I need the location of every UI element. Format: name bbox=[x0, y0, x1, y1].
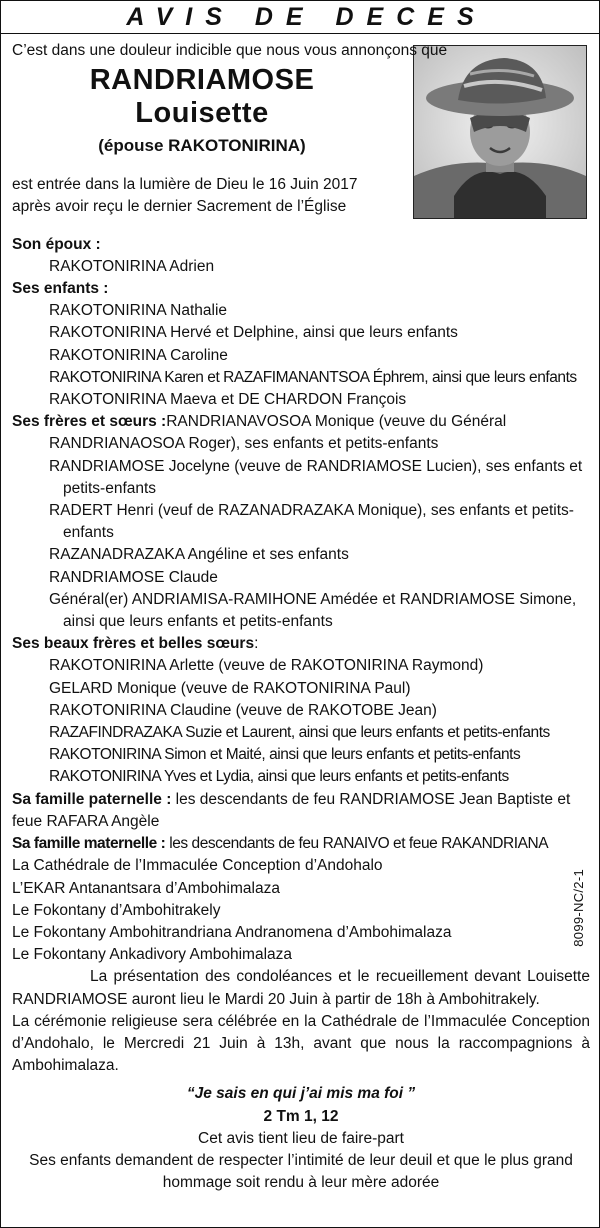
frere-entry: RANDRIAMOSE Claude bbox=[49, 568, 218, 586]
enfant-entry: RAKOTONIRINA Maeva et DE CHARDON François bbox=[49, 391, 407, 409]
maternelle-text: les descendants de feu RANAIVO et feue RAKANDRIANA bbox=[165, 835, 549, 853]
frere-entry: RANDRIAMOSE Jocelyne (veuve de RANDRIAMOSE Lucien), ses enfants et petits-enfants bbox=[49, 457, 583, 497]
closing-request: Ses enfants demandent de respecter l’intimité de leur deuil et que le plus grand hommage soit rendu à leur mère adorée bbox=[29, 1151, 573, 1192]
enfant-entry: RAKOTONIRINA Nathalie bbox=[49, 302, 228, 320]
institution-entry: La Cathédrale de l’Immaculée Conception d’Andohalo bbox=[12, 857, 383, 875]
epoux-name: RAKOTONIRINA Adrien bbox=[49, 257, 215, 275]
institution-entry: Le Fokontany Ankadivory Ambohimalaza bbox=[12, 946, 293, 964]
famille-maternelle bbox=[12, 833, 590, 855]
institution-entry: Le Fokontany d’Ambohitrakely bbox=[12, 901, 221, 919]
passing-line: après avoir reçu le dernier Sacrement de l’Église bbox=[12, 198, 347, 216]
enfant-entry: RAKOTONIRINA Karen et RAZAFIMANANTSOA Éphrem, ainsi que leurs enfants bbox=[49, 368, 577, 386]
famille-paternelle bbox=[12, 789, 576, 833]
beau-entry: GELARD Monique (veuve de RAKOTONIRINA Paul) bbox=[49, 679, 411, 697]
frere-entry: RAZANADRAZAKA Angéline et ses enfants bbox=[49, 546, 349, 564]
spouse-note: (épouse RAKOTONIRINA) bbox=[98, 136, 306, 156]
condoleances-paragraph: La présentation des condoléances et le recueillement devant Louisette RANDRIAMOSE auront lieu le Mardi 20 Juin à partir de 18h à Ambohitrakely. bbox=[12, 968, 590, 1008]
beau-entry: RAKOTONIRINA Claudine (veuve de RAKOTOBE Jean) bbox=[49, 701, 437, 719]
notice-body bbox=[1, 34, 599, 1194]
paternelle-label: Sa famille paternelle : bbox=[12, 790, 172, 808]
beaux-colon: : bbox=[254, 635, 259, 653]
freres-first-text: RANDRIANAVOSOA Monique (veuve du Général RANDRIANAOSOA Roger), ses enfants et petits-enfants bbox=[49, 413, 507, 453]
bible-reference: 2 Tm 1, 12 bbox=[263, 1107, 339, 1125]
freres-first-entry bbox=[12, 411, 590, 455]
enfants-label: Ses enfants : bbox=[12, 280, 109, 298]
beaux-label: Ses beaux frères et belles sœurs bbox=[12, 635, 255, 653]
passing-line: est entrée dans la lumière de Dieu le 16 Juin 2017 bbox=[12, 176, 358, 194]
freres-label: Ses frères et sœurs : bbox=[12, 413, 167, 431]
passing-announcement bbox=[12, 174, 590, 218]
beau-entry: RAZAFINDRAZAKA Suzie et Laurent, ainsi que leurs enfants et petits-enfants bbox=[49, 724, 550, 742]
institution-entry: L’EKAR Antanantsara d’Ambohimalaza bbox=[12, 879, 280, 897]
paternelle-text: les descendants de feu RANDRIAMOSE Jean Baptiste et feue RAFARA Angèle bbox=[12, 790, 571, 830]
beau-entry: RAKOTONIRINA Yves et Lydia, ainsi que leurs enfants et petits-enfants bbox=[49, 768, 509, 786]
deceased-first-name: Louisette bbox=[135, 97, 269, 130]
frere-entry: RADERT Henri (veuf de RAZANADRAZAKA Monique), ses enfants et petits-enfants bbox=[49, 502, 574, 542]
deceased-surname: RANDRIAMOSE bbox=[89, 64, 315, 97]
epoux-label: Son époux : bbox=[12, 235, 101, 253]
intro-text: C’est dans une douleur indicible que nous vous annonçons que bbox=[12, 42, 448, 59]
deceased-name-block bbox=[12, 64, 392, 158]
faire-part-note: Cet avis tient lieu de faire-part bbox=[198, 1129, 404, 1147]
frere-entry: Général(er) ANDRIAMISA-RAMIHONE Amédée et RANDRIAMOSE Simone, ainsi que leurs enfants et petits-enfants bbox=[49, 590, 577, 631]
enfant-entry: RAKOTONIRINA Caroline bbox=[49, 346, 228, 364]
notice-title: AVIS DE DECES bbox=[1, 1, 599, 34]
beau-entry: RAKOTONIRINA Simon et Maité, ainsi que leurs enfants et petits-enfants bbox=[49, 746, 521, 764]
beau-entry: RAKOTONIRINA Arlette (veuve de RAKOTONIRINA Raymond) bbox=[49, 657, 484, 675]
bible-quote: “Je sais en qui j’ai mis ma foi ” bbox=[186, 1085, 416, 1103]
ceremonie-paragraph: La cérémonie religieuse sera célébrée en la Cathédrale de l’Immaculée Conception d’Andohalo, le Mercredi 21 Juin à 13h, avant que nous la raccompagnions à Ambohimalaza. bbox=[12, 1012, 590, 1075]
maternelle-label: Sa famille maternelle : bbox=[12, 835, 166, 853]
family-list bbox=[12, 234, 590, 1195]
enfant-entry: RAKOTONIRINA Hervé et Delphine, ainsi que leurs enfants bbox=[49, 324, 458, 342]
ad-reference-code: 8099-NC/2-1 bbox=[570, 869, 586, 947]
beaux-label-line bbox=[12, 633, 590, 655]
institution-entry: Le Fokontany Ambohitrandriana Andranomena d’Ambohimalaza bbox=[12, 923, 452, 941]
